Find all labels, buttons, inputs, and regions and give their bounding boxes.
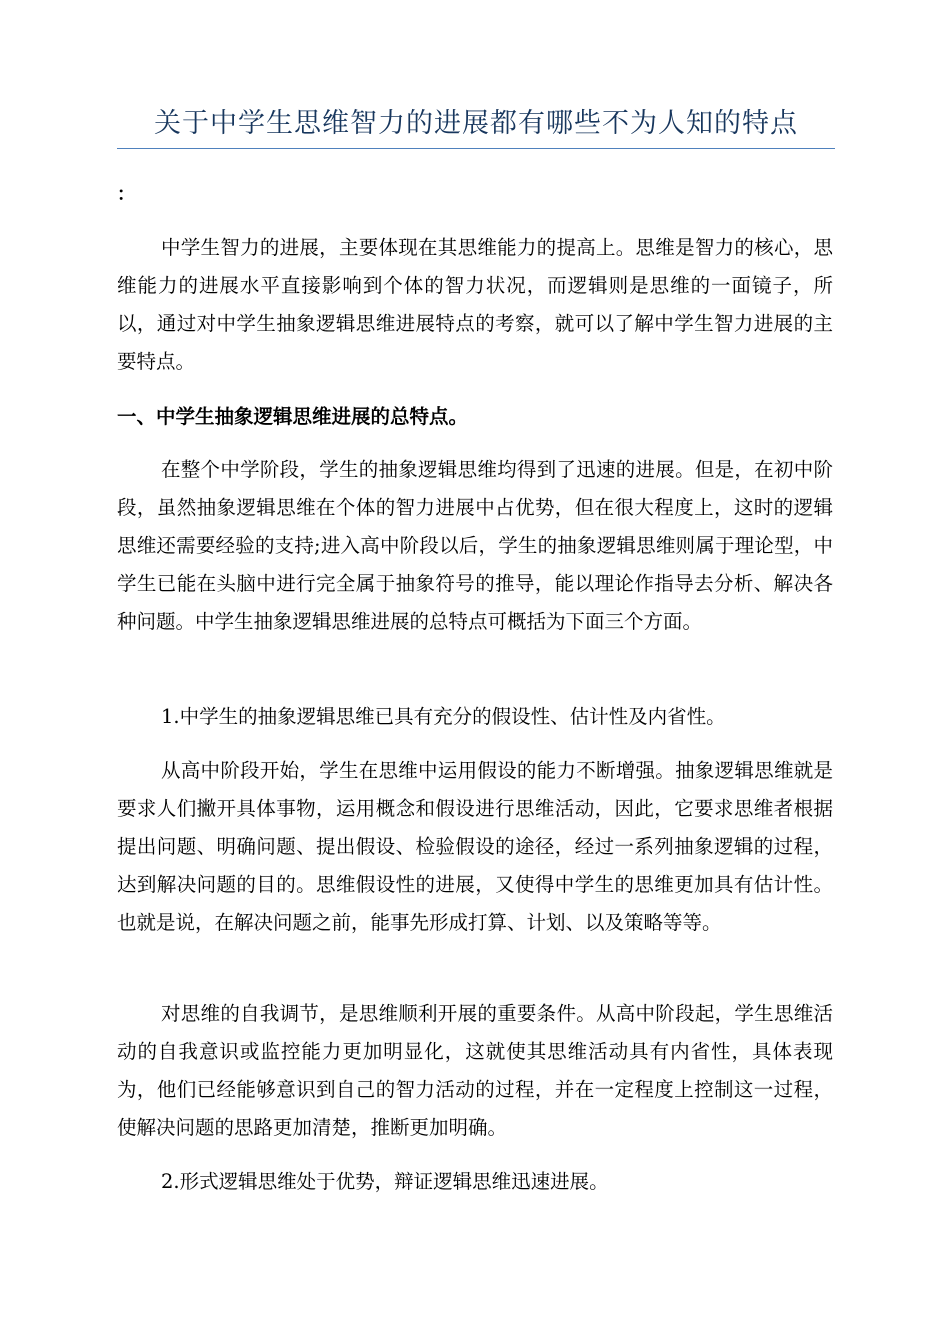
paragraph-introspection: 对思维的自我调节，是思维顺利开展的重要条件。从高中阶段起，学生思维活动的自我意识或监控能力更加明显化，这就使其思维活动具有内省性，具体表现为，他们已经能够意识到自己的智力活动的过程，并在一定程度上控制这一过程，使解决问题的思路更加清楚，推断更加明确。 [117, 1002, 833, 1139]
title-block [117, 104, 835, 149]
paragraph-overview: 在整个中学阶段，学生的抽象逻辑思维均得到了迅速的进展。但是，在初中阶段，虽然抽象逻辑思维在个体的智力进展中占优势，但在很大程度上，这时的逻辑思维还需要经验的支持;进入高中阶段以后，学生的抽象逻辑思维则属于理论型，中学生已能在头脑中进行完全属于抽象符号的推导，能以理论作指导去分析、解决各种问题。中学生抽象逻辑思维进展的总特点可概括为下面三个方面。 [117, 458, 833, 633]
subheading-2: 2.形式逻辑思维处于优势，辩证逻辑思维迅速进展。 [161, 1170, 609, 1193]
page-title: 关于中学生思维智力的进展都有哪些不为人知的特点 [154, 108, 798, 139]
section-heading-1: 一、中学生抽象逻辑思维进展的总特点。 [117, 405, 469, 428]
subheading-1: 1.中学生的抽象逻辑思维已具有充分的假设性、估计性及内省性。 [161, 705, 726, 728]
title-colon: ： [117, 184, 135, 205]
paragraph-intro: 中学生智力的进展，主要体现在其思维能力的提高上。思维是智力的核心，思维能力的进展水平直接影响到个体的智力状况，而逻辑则是思维的一面镜子，所以，通过对中学生抽象逻辑思维进展特点的考察，就可以了解中学生智力进展的主要特点。 [117, 236, 833, 373]
paragraph-hypothesis: 从高中阶段开始，学生在思维中运用假设的能力不断增强。抽象逻辑思维就是要求人们撇开具体事物，运用概念和假设进行思维活动，因此，它要求思维者根据提出问题、明确问题、提出假设、检验假设的途径，经过一系列抽象逻辑的过程，达到解决问题的目的。思维假设性的进展，又使得中学生的思维更加具有估计性。也就是说，在解决问题之前，能事先形成打算、计划、以及策略等等。 [117, 759, 833, 934]
